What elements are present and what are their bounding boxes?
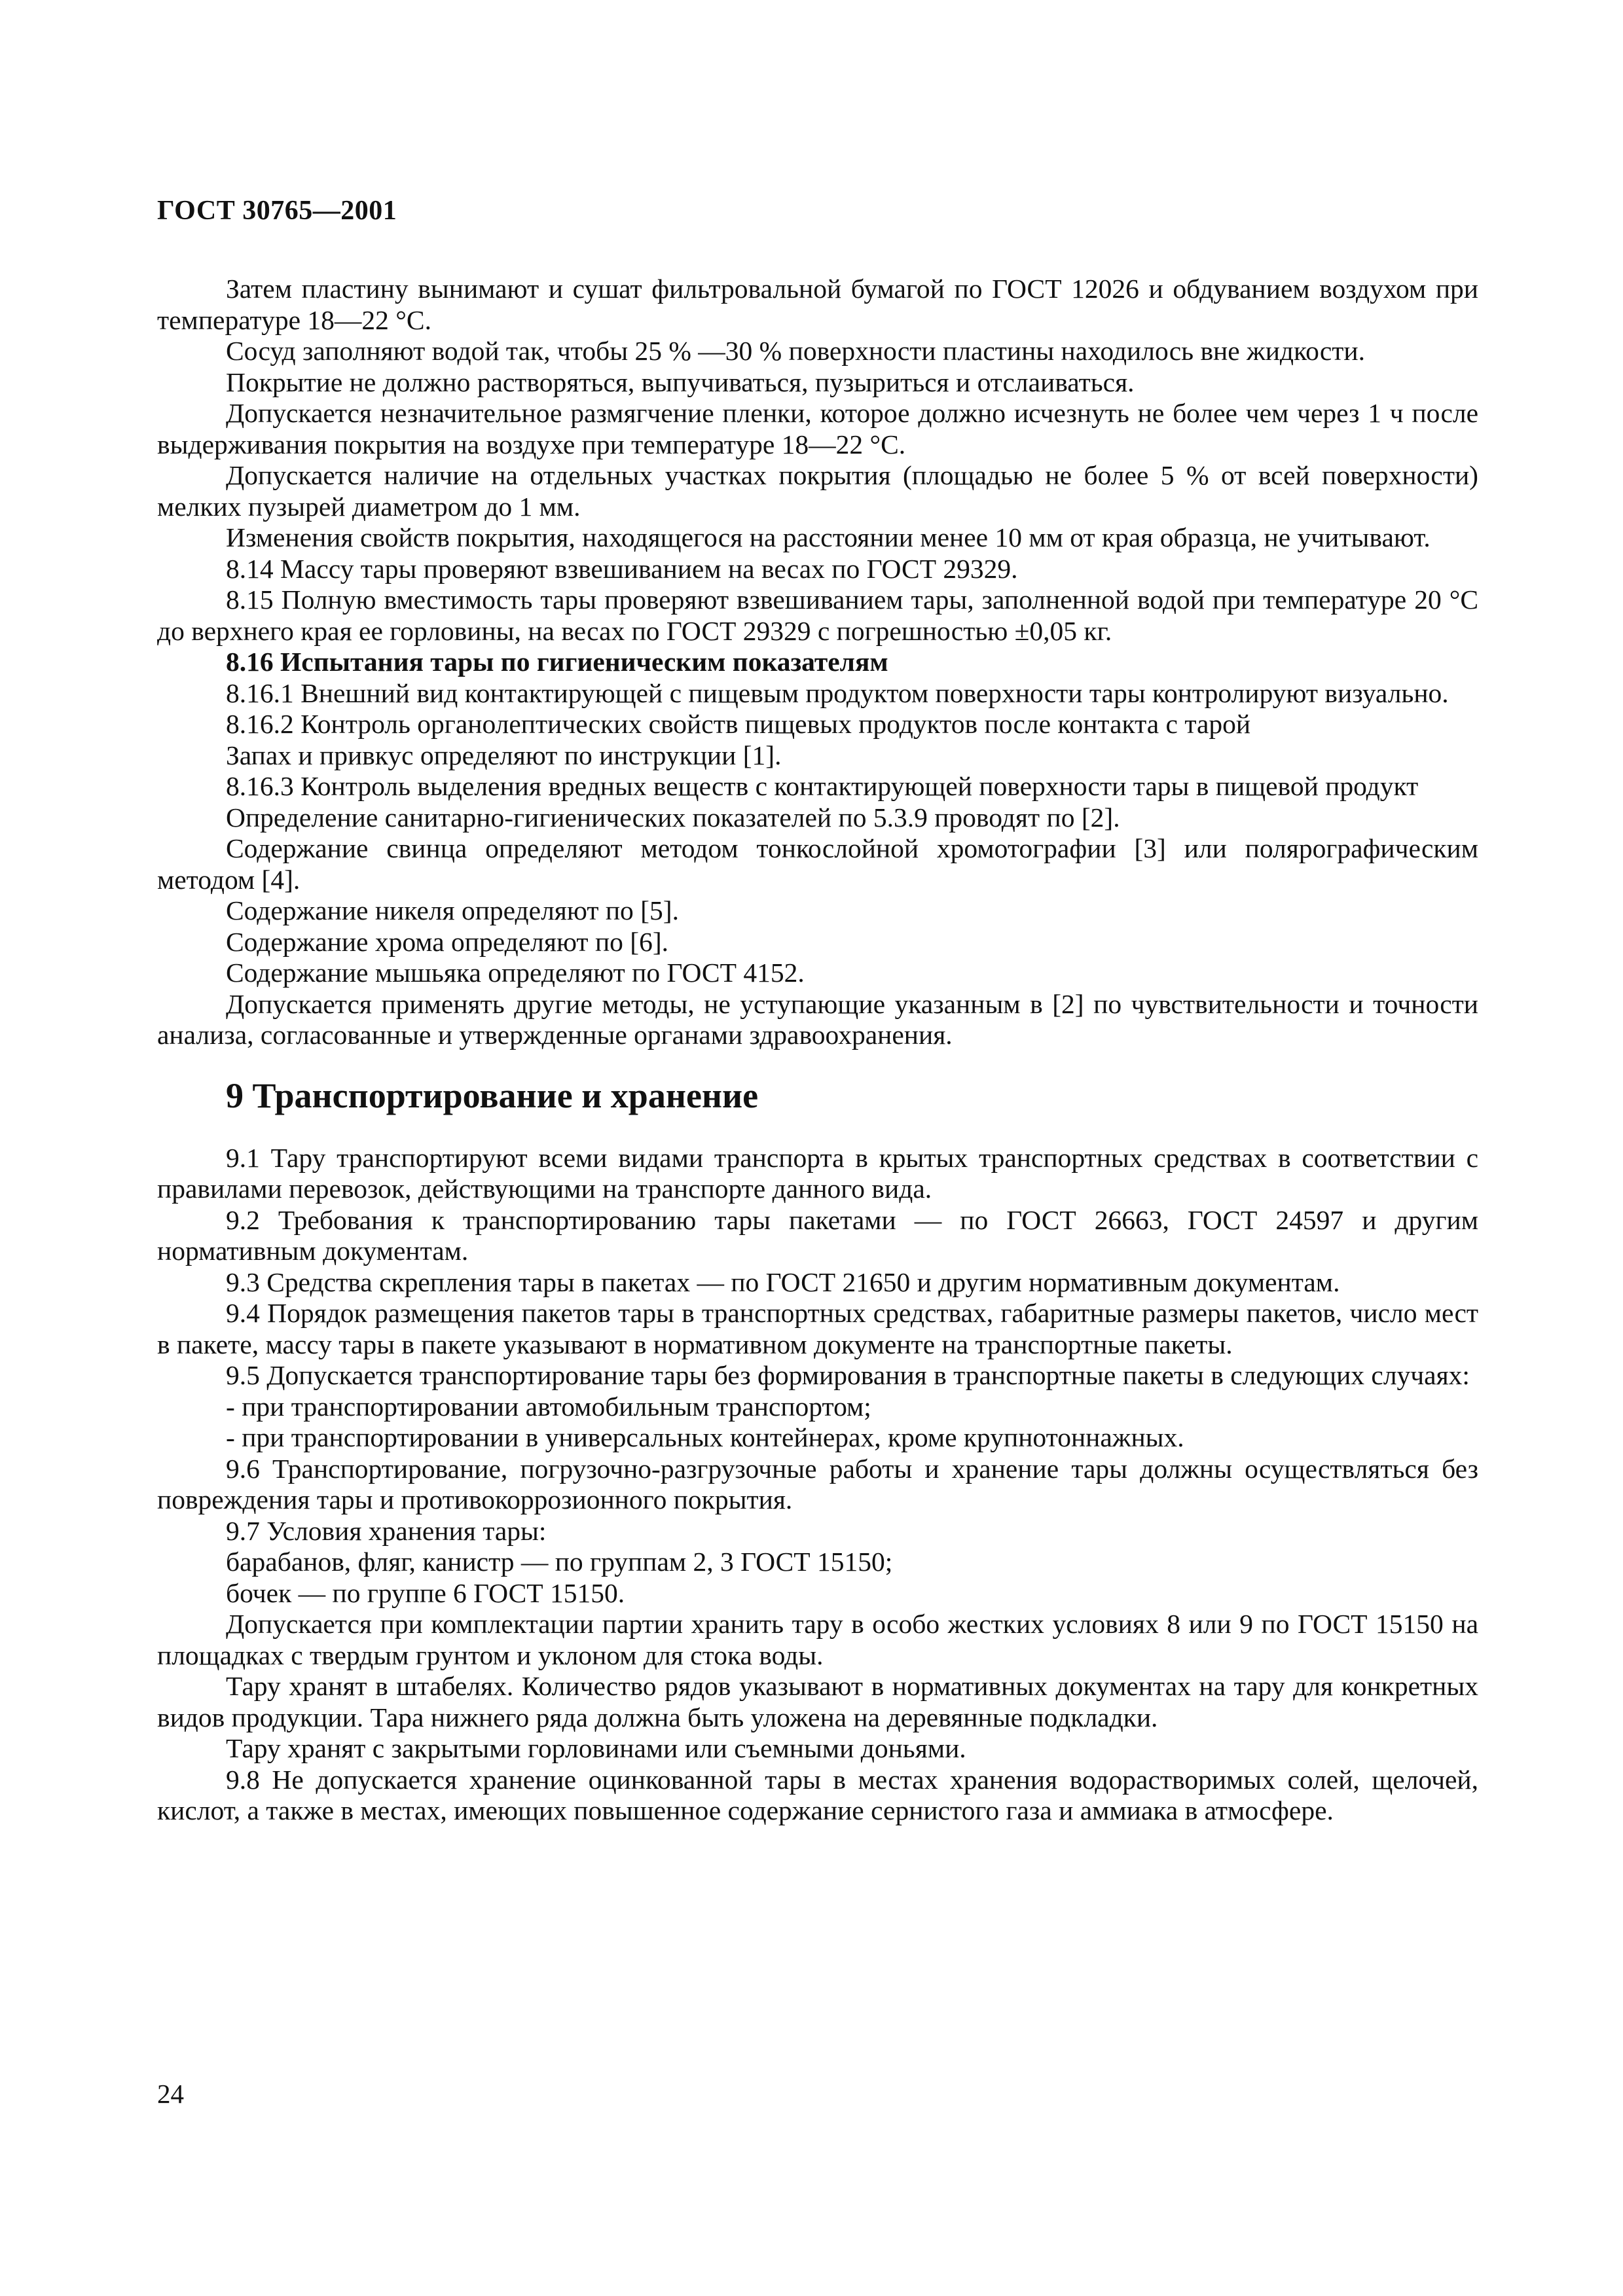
paragraph: 8.15 Полную вместимость тары проверяют взвешиванием тары, заполненной водой при температуре 20 °С до верхнего края ее горловины, на весах по ГОСТ 29329 с погрешностью ±0,05 кг.: [157, 584, 1478, 646]
paragraph: 9.3 Средства скрепления тары в пакетах — по ГОСТ 21650 и другим нормативным документам.: [226, 1266, 1340, 1297]
paragraph: 9.7 Условия хранения тары:: [226, 1515, 547, 1546]
document-code-header: ГОСТ 30765—2001: [157, 196, 397, 226]
paragraph: бочек — по группе 6 ГОСТ 15150.: [226, 1577, 625, 1608]
subsection-heading: 8.16 Испытания тары по гигиеническим показателям: [226, 647, 888, 677]
paragraph: Сосуд заполняют водой так, чтобы 25 % —30 % поверхности пластины находилось вне жидкости.: [226, 336, 1366, 366]
paragraphs-top: [157, 274, 1478, 647]
page-number: 24: [157, 2079, 184, 2109]
paragraph: - при транспортировании автомобильным транспортом;: [226, 1391, 871, 1422]
paragraph: Допускается наличие на отдельных участках покрытия (площадью не более 5 % от всей поверхности) мелких пузырей диаметром до 1 мм.: [157, 460, 1478, 522]
paragraph: Содержание мышьяка определяют по ГОСТ 4152.: [226, 958, 805, 988]
paragraph: Покрытие не должно растворяться, выпучиваться, пузыриться и отслаиваться.: [226, 367, 1135, 397]
paragraph: Запах и привкус определяют по инструкции [1].: [226, 740, 782, 770]
paragraph: 8.16.3 Контроль выделения вредных веществ с контактирующей поверхности тары в пищевой продукт: [226, 771, 1419, 801]
section-title: 9 Транспортирование и хранение: [226, 1075, 759, 1115]
paragraph: 9.6 Транспортирование, погрузочно-разгрузочные работы и хранение тары должны осуществляться без повреждения тары и противокоррозионного покрытия.: [157, 1453, 1478, 1515]
paragraph: Допускается незначительное размягчение пленки, которое должно исчезнуть не более чем через 1 ч после выдерживания покрытия на воздухе при температуре 18—22 °С.: [157, 398, 1478, 459]
document-body: [157, 274, 1478, 1827]
paragraph: 9.1 Тару транспортируют всеми видами транспорта в крытых транспортных средствах в соответствии с правилами перевозок, действующими на транспорте данного вида.: [157, 1142, 1478, 1204]
paragraph: - при транспортировании в универсальных контейнерах, кроме крупнотоннажных.: [226, 1422, 1184, 1452]
paragraph: 8.14 Массу тары проверяют взвешиванием на весах по ГОСТ 29329.: [226, 553, 1018, 584]
paragraph: Содержание никеля определяют по [5].: [226, 895, 679, 925]
paragraph: 9.4 Порядок размещения пакетов тары в транспортных средствах, габаритные размеры пакетов, число мест в пакете, массу тары в пакете указывают в нормативном документе на транспортные пакеты.: [157, 1298, 1478, 1359]
paragraph: Тару хранят с закрытыми горловинами или съемными доньями.: [226, 1733, 966, 1763]
paragraph: Допускается применять другие методы, не уступающие указанным в [2] по чувствительности и точности анализа, согласованные и утвержденные органами здравоохранения.: [157, 988, 1478, 1050]
paragraph: Изменения свойств покрытия, находящегося на расстоянии менее 10 мм от края образца, не учитывают.: [226, 522, 1431, 552]
paragraph: 9.2 Требования к транспортированию тары пакетами — по ГОСТ 26663, ГОСТ 24597 и другим нормативным документам.: [157, 1204, 1478, 1266]
paragraph: Затем пластину вынимают и сушат фильтровальной бумагой по ГОСТ 12026 и обдуванием воздухом при температуре 18—22 °С.: [157, 274, 1478, 335]
paragraph: Содержание хрома определяют по [6].: [226, 926, 669, 957]
paragraph: Содержание свинца определяют методом тонкослойной хромотографии [3] или полярографическим методом [4].: [157, 833, 1478, 895]
paragraph: Определение санитарно-гигиенических показателей по 5.3.9 проводят по [2].: [226, 802, 1120, 833]
paragraphs-bottom: [157, 1143, 1478, 1827]
paragraph: 9.5 Допускается транспортирование тары без формирования в транспортные пакеты в следующих случаях:: [226, 1360, 1470, 1390]
paragraphs-mid: [157, 678, 1478, 1051]
paragraph: Тару хранят в штабелях. Количество рядов указывают в нормативных документах на тару для конкретных видов продукции. Тара нижнего ряда должна быть уложена на деревянные подкладки.: [157, 1671, 1478, 1732]
paragraph: барабанов, фляг, канистр — по группам 2, 3 ГОСТ 15150;: [226, 1547, 893, 1577]
paragraph: 8.16.1 Внешний вид контактирующей с пищевым продуктом поверхности тары контролируют визуально.: [226, 677, 1449, 708]
paragraph: 8.16.2 Контроль органолептических свойств пищевых продуктов после контакта с тарой: [226, 709, 1251, 739]
paragraph: 9.8 Не допускается хранение оцинкованной тары в местах хранения водорастворимых солей, щелочей, кислот, а также в местах, имеющих повышенное содержание сернистого газа и аммиака в атмосфере.: [157, 1764, 1478, 1825]
paragraph: Допускается при комплектации партии хранить тару в особо жестких условиях 8 или 9 по ГОСТ 15150 на площадках с твердым грунтом и уклоном для стока воды.: [157, 1609, 1478, 1670]
